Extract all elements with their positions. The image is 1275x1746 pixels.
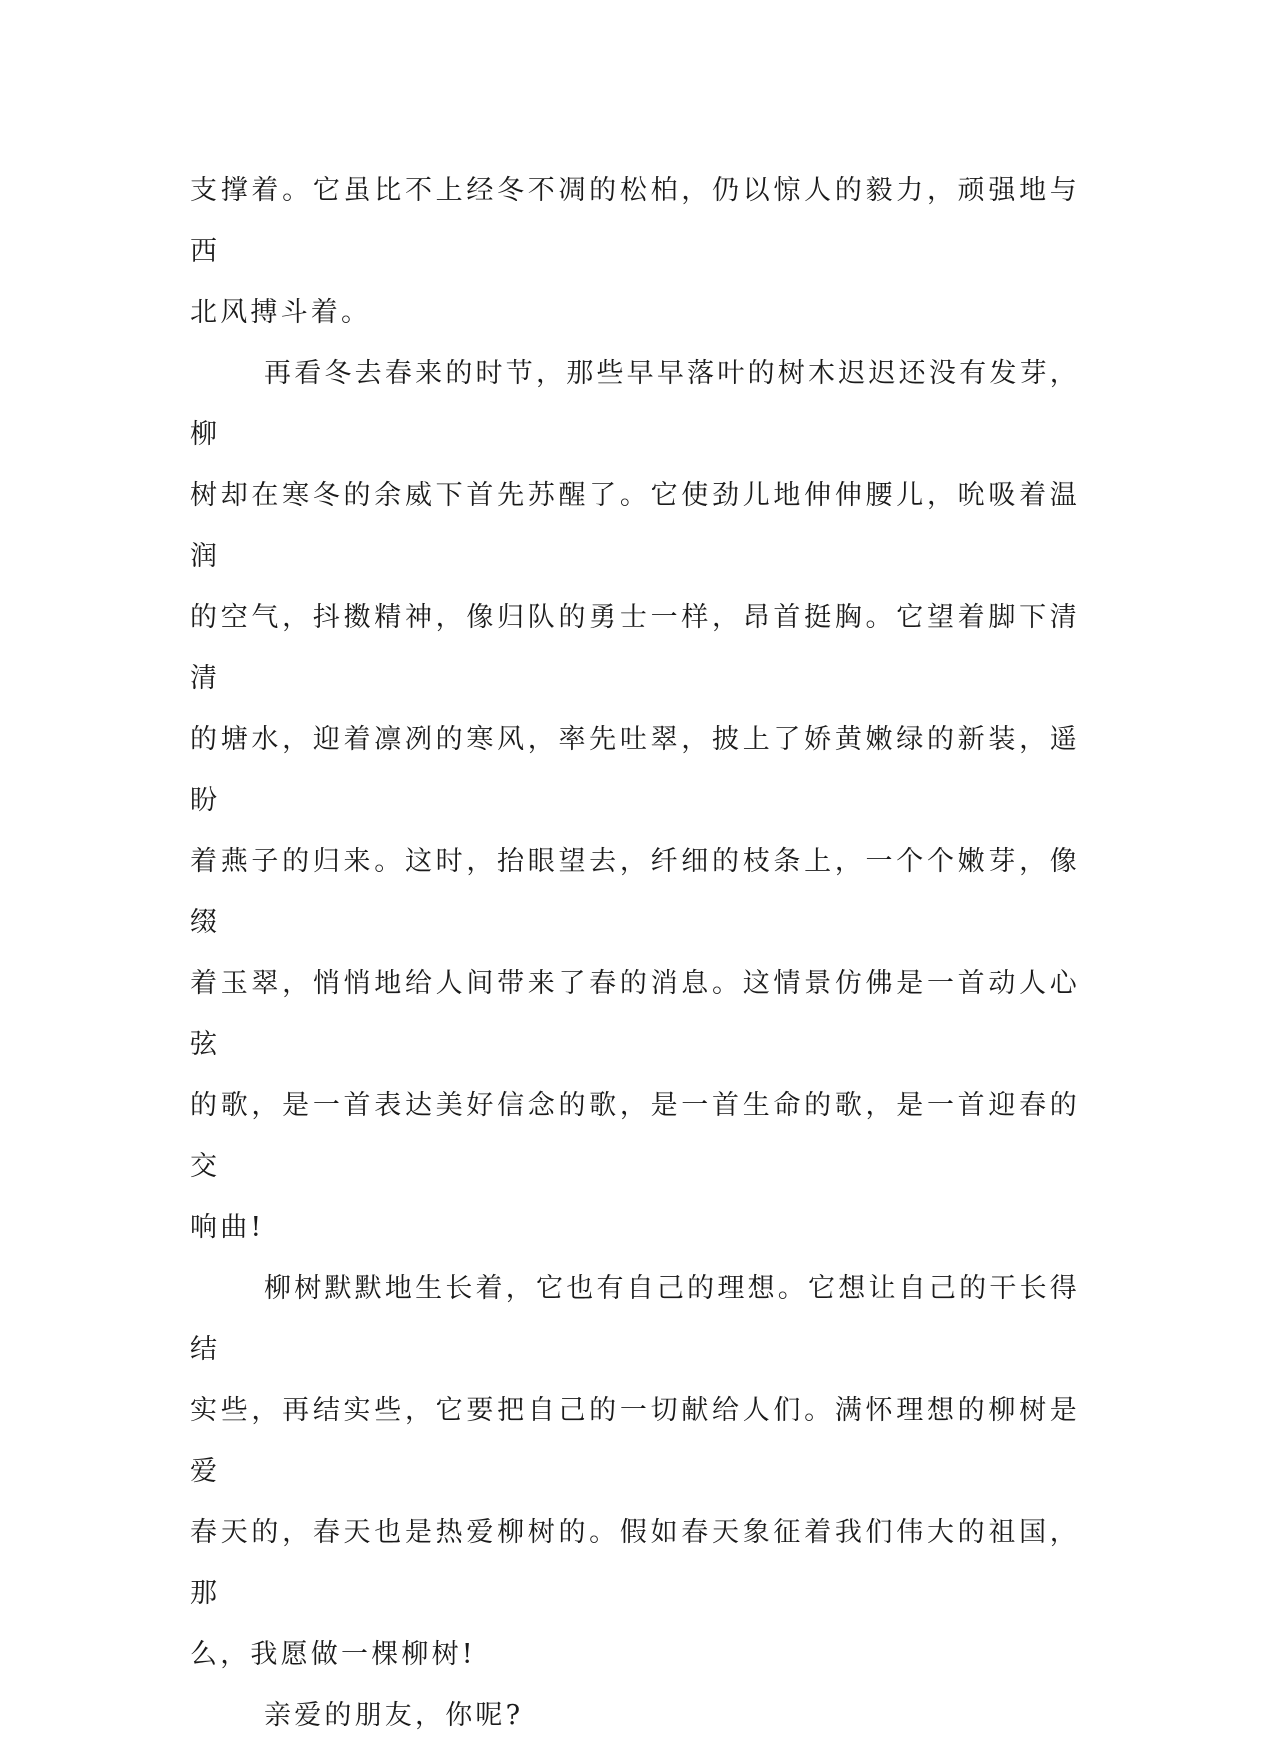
paragraph-3	[190, 1258, 1080, 1685]
text-line: 的空气，抖擞精神，像归队的勇士一样，昂首挺胸。它望着脚下清清	[190, 602, 1080, 694]
text-line: 的歌，是一首表达美好信念的歌，是一首生命的歌，是一首迎春的交	[190, 1090, 1080, 1182]
text-line: 再看冬去春来的时节，那些早早落叶的树木迟迟还没有发芽，柳	[190, 358, 1080, 450]
text-line: 树却在寒冬的余威下首先苏醒了。它使劲儿地伸伸腰儿，吮吸着温润	[190, 480, 1080, 572]
paragraph-4	[190, 1685, 1080, 1746]
text-line: 北风搏斗着。	[190, 297, 372, 328]
text-line: 响曲!	[190, 1212, 265, 1243]
text-line: 柳树默默地生长着，它也有自己的理想。它想让自己的干长得结	[190, 1273, 1080, 1365]
paragraph-1	[190, 160, 1080, 343]
paragraph-2	[190, 343, 1080, 1258]
text-line: 着燕子的归来。这时，抬眼望去，纤细的枝条上，一个个嫩芽，像缀	[190, 846, 1080, 938]
text-line: 春天的，春天也是热爱柳树的。假如春天象征着我们伟大的祖国，那	[190, 1517, 1080, 1609]
text-line: 的塘水，迎着凛冽的寒风，率先吐翠，披上了娇黄嫩绿的新装，遥盼	[190, 724, 1080, 816]
text-line: 亲爱的朋友，你呢?	[264, 1700, 524, 1731]
document-body	[190, 160, 1080, 1746]
text-line: 么，我愿做一棵柳树!	[190, 1639, 476, 1670]
text-line: 着玉翠，悄悄地给人间带来了春的消息。这情景仿佛是一首动人心弦	[190, 968, 1080, 1060]
text-line: 支撑着。它虽比不上经冬不凋的松柏，仍以惊人的毅力，顽强地与西	[190, 175, 1080, 267]
text-line: 实些，再结实些，它要把自己的一切献给人们。满怀理想的柳树是爱	[190, 1395, 1080, 1487]
